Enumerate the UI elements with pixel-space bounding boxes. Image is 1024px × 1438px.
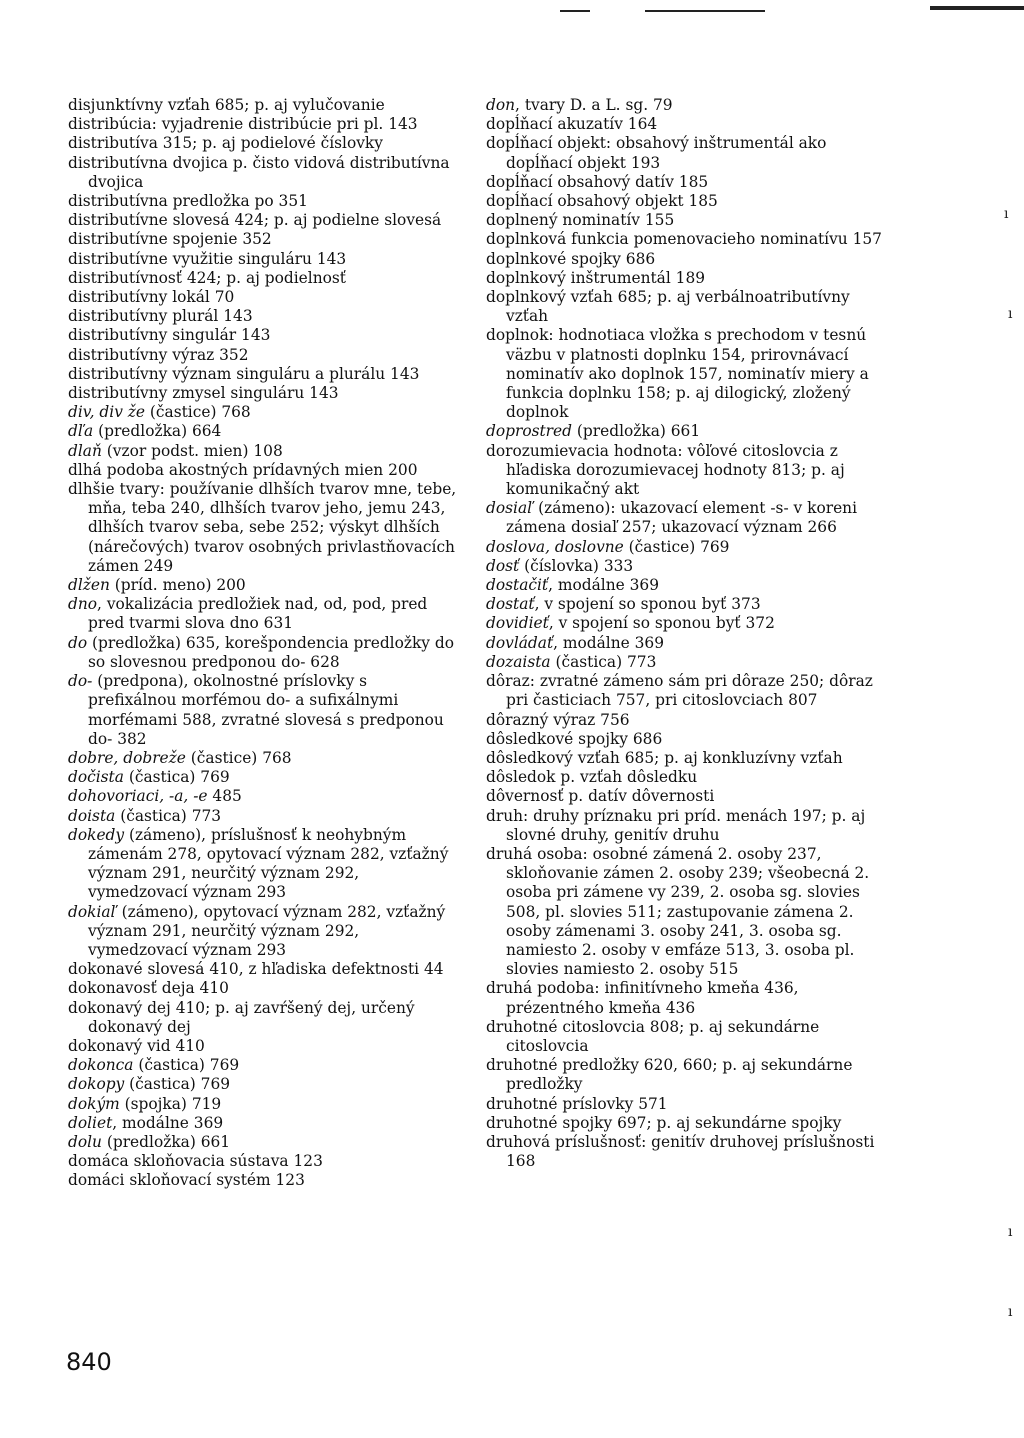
index-entry (68, 192, 460, 211)
index-entry (68, 1095, 460, 1114)
entry-text: , modálne 369 (112, 1113, 224, 1132)
index-entry (486, 807, 884, 845)
entry-text: distribúcia: vyjadrenie distribúcie pri pl. 143 (68, 115, 418, 134)
entry-text: , v spojení so sponou byť 373 (534, 595, 761, 614)
entry-text: dôvernosť p. datív dôvernosti (486, 787, 715, 806)
index-entry (486, 634, 884, 653)
entry-text: , v spojení so sponou byť 372 (548, 614, 775, 633)
entry-text: doplnkové spojky 686 (486, 249, 656, 268)
entry-text: (vzor podst. mien) 108 (101, 441, 283, 460)
index-entry (68, 903, 460, 961)
index-entry (486, 730, 884, 749)
entry-text: (častica) 773 (550, 652, 657, 671)
index-entry (68, 346, 460, 365)
entry-text: (zámeno): ukazovací element -s- v koreni zámena dosiaľ 257; ukazovací význam 266 (506, 499, 858, 537)
index-entry (68, 115, 460, 134)
margin-mark: ı (1008, 1304, 1013, 1320)
entry-text: dlhá podoba akostných prídavných mien 200 (68, 460, 418, 479)
entry-text: , modálne 369 (553, 633, 665, 652)
scan-edge-line (560, 10, 590, 12)
entry-text: doplnený nominatív 155 (486, 211, 675, 230)
entry-text: distributívny zmysel singuláru 143 (68, 384, 339, 403)
entry-headword: dľa (68, 422, 94, 441)
index-entry (68, 154, 460, 192)
index-entry (68, 672, 460, 749)
entry-headword: dosiaľ (486, 499, 534, 518)
entry-text: (častice) 768 (145, 403, 251, 422)
entry-headword: dokonca (68, 1056, 134, 1075)
entry-headword: dokedy (68, 825, 125, 844)
margin-mark: ı (1008, 1224, 1013, 1240)
entry-headword: doprostred (486, 422, 572, 441)
entry-headword: dokopy (68, 1075, 125, 1094)
index-entry (486, 230, 884, 249)
entry-text: 485 (207, 787, 242, 806)
entry-text: distributívna dvojica p. čisto vidová distributívna dvojica (68, 153, 450, 191)
entry-text: dokonavosť deja 410 (68, 979, 229, 998)
entry-headword: do- (68, 672, 93, 691)
entry-text: dôrazný výraz 756 (486, 710, 630, 729)
entry-headword: dobre, dobreže (68, 748, 186, 767)
index-entry (486, 557, 884, 576)
index-entry (68, 999, 460, 1037)
left-column (68, 96, 460, 1191)
entry-text: distributívnosť 424; p. aj podielnosť (68, 268, 346, 287)
entry-text: (spojka) 719 (119, 1094, 222, 1113)
entry-text: domáca skloňovacia sústava 123 (68, 1152, 323, 1171)
entry-text: dorozumievacia hodnota: vôľové citoslovcia z hľadiska dorozumievacej hodnoty 813; p. aj komunikačný akt (486, 441, 845, 499)
entry-text: distributívny význam singuláru a plurálu 143 (68, 364, 420, 383)
index-entry (486, 595, 884, 614)
entry-text: dlhšie tvary: používanie dlhších tvarov mne, tebe, mňa, teba 240, dlhších tvarov jeho, jemu 243, dlhších tvarov seba, sebe 252; výskyt dlhších (nárečových) tvarov osobných privlastňovacích zámen 249 (68, 480, 457, 575)
index-entry (486, 173, 884, 192)
entry-text: (častica) 773 (115, 806, 222, 825)
entry-text: dopĺňací objekt: obsahový inštrumentál ako dopĺňací objekt 193 (486, 134, 827, 172)
entry-headword: div, div že (68, 403, 146, 422)
entry-headword: dosť (486, 556, 520, 575)
entry-text: distributívne slovesá 424; p. aj podielne slovesá (68, 211, 442, 230)
entry-text: (častica) 769 (124, 1075, 231, 1094)
index-entry (486, 749, 884, 768)
entry-text: (predložka) 661 (101, 1132, 231, 1151)
entry-text: distributívne spojenie 352 (68, 230, 272, 249)
index-entry (68, 960, 460, 979)
index-entry (68, 288, 460, 307)
entry-text: (predpona), okolnostné príslovky s prefixálnou morfémou do- a sufixálnymi morfémami 588, zvratné slovesá s predponou do- 382 (88, 672, 444, 748)
index-entry (486, 250, 884, 269)
index-entry (68, 576, 460, 595)
index-entry (68, 384, 460, 403)
entry-text: , modálne 369 (548, 576, 659, 595)
index-entry (68, 1171, 460, 1190)
entry-headword: dočista (68, 768, 124, 787)
index-entry (68, 326, 460, 345)
index-entry (68, 307, 460, 326)
scan-edge-line (930, 6, 1024, 10)
index-entry (68, 269, 460, 288)
entry-text: distributívny plurál 143 (68, 307, 253, 326)
entry-headword: dolu (68, 1132, 102, 1151)
index-entry (68, 768, 460, 787)
index-entry (486, 115, 884, 134)
index-entry (68, 403, 460, 422)
entry-text: druhová príslušnosť: genitív druhovej príslušnosti 168 (486, 1132, 875, 1171)
index-entry (68, 1152, 460, 1171)
entry-headword: dlaň (68, 441, 102, 460)
index-entry (486, 192, 884, 211)
entry-headword: dozaista (486, 652, 551, 671)
index-entry (486, 1018, 884, 1056)
index-entry (68, 634, 460, 672)
entry-text: (číslovka) 333 (519, 556, 634, 575)
index-entry (486, 269, 884, 288)
entry-text: dopĺňací obsahový datív 185 (486, 172, 709, 191)
entry-text: (častice) 769 (623, 537, 730, 556)
index-entry (68, 480, 460, 576)
index-entry (486, 499, 884, 537)
entry-text: domáci skloňovací systém 123 (68, 1171, 305, 1190)
index-entry (68, 749, 460, 768)
entry-text: , tvary D. a L. sg. 79 (515, 96, 673, 114)
index-entry (68, 595, 460, 633)
entry-headword: dovidieť (486, 614, 549, 633)
entry-text: (častice) 768 (185, 748, 292, 767)
entry-text: , vokalizácia predložiek nad, od, pod, pred pred tvarmi slova dno 631 (88, 595, 428, 633)
scan-edge-line (645, 10, 765, 12)
entry-text: distributívna predložka po 351 (68, 192, 308, 211)
entry-text: distributíva 315; p. aj podielové číslovky (68, 134, 383, 153)
entry-headword: dno (68, 595, 98, 614)
entry-text: doplnkový vzťah 685; p. aj verbálnoatributívny vzťah (486, 288, 850, 326)
entry-headword: don (486, 96, 516, 114)
index-entry (486, 422, 884, 441)
right-column (486, 96, 884, 1171)
index-entry (486, 768, 884, 787)
entry-headword: dostať (486, 595, 535, 614)
index-entry (486, 538, 884, 557)
index-entry (68, 826, 460, 903)
entry-text: doplnok: hodnotiaca vložka s prechodom v tesnú väzbu v platnosti doplnku 154, prirovnávací nominatív ako doplnok 157, nominatív miery a funkcia doplnku 158; p. aj dilogický, zložený doplnok (486, 326, 869, 422)
entry-headword: doslova, doslovne (486, 537, 624, 556)
entry-headword: dostačiť (486, 576, 549, 595)
entry-headword: do (68, 633, 88, 652)
index-entry (486, 1114, 884, 1133)
entry-text: (predložka) 661 (572, 422, 701, 441)
index-entry (68, 134, 460, 153)
entry-text: dôsledkový vzťah 685; p. aj konkluzívny vzťah (486, 748, 843, 767)
index-entry (68, 96, 460, 115)
index-entry (486, 134, 884, 172)
entry-text: dokonavé slovesá 410, z hľadiska defektnosti 44 (68, 960, 444, 979)
entry-text: druh: druhy príznaku pri príd. menách 197; p. aj slovné druhy, genitív druhu (486, 806, 866, 844)
entry-text: (príd. meno) 200 (109, 576, 246, 595)
entry-text: (zámeno), opytovací význam 282, vzťažný význam 291, neurčitý význam 292, vymedzovací význam 293 (88, 902, 446, 959)
entry-text: druhotné predložky 620, 660; p. aj sekundárne predložky (486, 1056, 853, 1094)
page-number: 840 (66, 1348, 112, 1376)
index-entry (486, 787, 884, 806)
index-entry (486, 672, 884, 710)
index-entry (68, 250, 460, 269)
index-entry (486, 1133, 884, 1171)
index-entry (486, 614, 884, 633)
entry-text: dôsledkové spojky 686 (486, 729, 663, 748)
index-entry (68, 211, 460, 230)
index-entry (486, 326, 884, 422)
entry-text: druhá podoba: infinitívneho kmeňa 436, prézentného kmeňa 436 (486, 979, 799, 1017)
entry-text: dopĺňací obsahový objekt 185 (486, 192, 718, 211)
index-entry (486, 1095, 884, 1114)
index-entry (68, 787, 460, 806)
entry-text: disjunktívny vzťah 685; p. aj vylučovanie (68, 96, 385, 114)
entry-text: dôsledok p. vzťah dôsledku (486, 768, 698, 787)
entry-text: dôraz: zvratné zámeno sám pri dôraze 250; dôraz pri časticiach 757, pri citoslovciach 807 (486, 672, 873, 710)
index-entry (68, 1056, 460, 1075)
entry-text: dopĺňací akuzatív 164 (486, 115, 658, 134)
entry-text: distributívny singulár 143 (68, 326, 271, 345)
index-entry (486, 288, 884, 326)
index-entry (68, 1075, 460, 1094)
index-entry (68, 1037, 460, 1056)
index-entry (68, 979, 460, 998)
entry-headword: dohovoriaci, -a, -e (68, 787, 208, 806)
entry-text: doplnková funkcia pomenovacieho nominatívu 157 (486, 230, 882, 249)
index-entry (486, 576, 884, 595)
entry-headword: doliet (68, 1113, 113, 1132)
margin-mark: ı (1004, 206, 1009, 222)
index-entry (486, 845, 884, 979)
entry-text: dokonavý vid 410 (68, 1036, 205, 1055)
index-entry (68, 422, 460, 441)
entry-text: druhá osoba: osobné zámená 2. osoby 237, skloňovanie zámen 2. osoby 239; všeobecná 2. osoba pri zámene vy 239, 2. osoba sg. slovies 508, pl. slovies 511; zastupovanie zámena 2. osoby zámenami 3. osoby 241, 3. osoba sg. namiesto 2. osoby v emfáze 513, 3. osoba pl. slovies namiesto 2. osoby 515 (486, 844, 870, 979)
index-entry (486, 653, 884, 672)
entry-text: (predložka) 635, korešpondencia predložky do so slovesnou predponou do- 628 (87, 633, 455, 671)
index-entry (486, 979, 884, 1017)
entry-text: druhotné príslovky 571 (486, 1094, 668, 1113)
entry-text: (častica) 769 (123, 768, 230, 787)
index-entry (68, 365, 460, 384)
entry-text: distributívny lokál 70 (68, 288, 235, 307)
index-entry (68, 1133, 460, 1152)
index-entry (68, 1114, 460, 1133)
index-entry (68, 442, 460, 461)
index-entry (68, 230, 460, 249)
index-entry (68, 461, 460, 480)
entry-headword: dovládať (486, 633, 554, 652)
index-entry (486, 1056, 884, 1094)
index-entry (486, 711, 884, 730)
entry-text: doplnkový inštrumentál 189 (486, 268, 706, 287)
entry-headword: dlžen (68, 576, 110, 595)
entry-headword: dokým (68, 1094, 120, 1113)
entry-text: (zámeno), príslušnosť k neohybným zámenám 278, opytovací význam 282, vzťažný význam 291, neurčitý význam 292, vymedzovací význam 293 (88, 825, 449, 902)
entry-text: dokonavý dej 410; p. aj zavŕšený dej, určený dokonavý dej (68, 998, 415, 1036)
index-entry (486, 96, 884, 115)
margin-mark: ı (1008, 306, 1013, 322)
entry-headword: dokiaľ (68, 902, 117, 921)
entry-text: druhotné citoslovcia 808; p. aj sekundárne citoslovcia (486, 1017, 820, 1055)
entry-text: distributívny výraz 352 (68, 345, 249, 364)
index-entry (486, 442, 884, 500)
entry-text: druhotné spojky 697; p. aj sekundárne spojky (486, 1113, 842, 1132)
entry-text: (predložka) 664 (93, 422, 222, 441)
index-entry (68, 807, 460, 826)
entry-text: (častica) 769 (133, 1056, 240, 1075)
index-entry (486, 211, 884, 230)
entry-headword: doista (68, 806, 116, 825)
entry-text: distributívne využitie singuláru 143 (68, 249, 347, 268)
